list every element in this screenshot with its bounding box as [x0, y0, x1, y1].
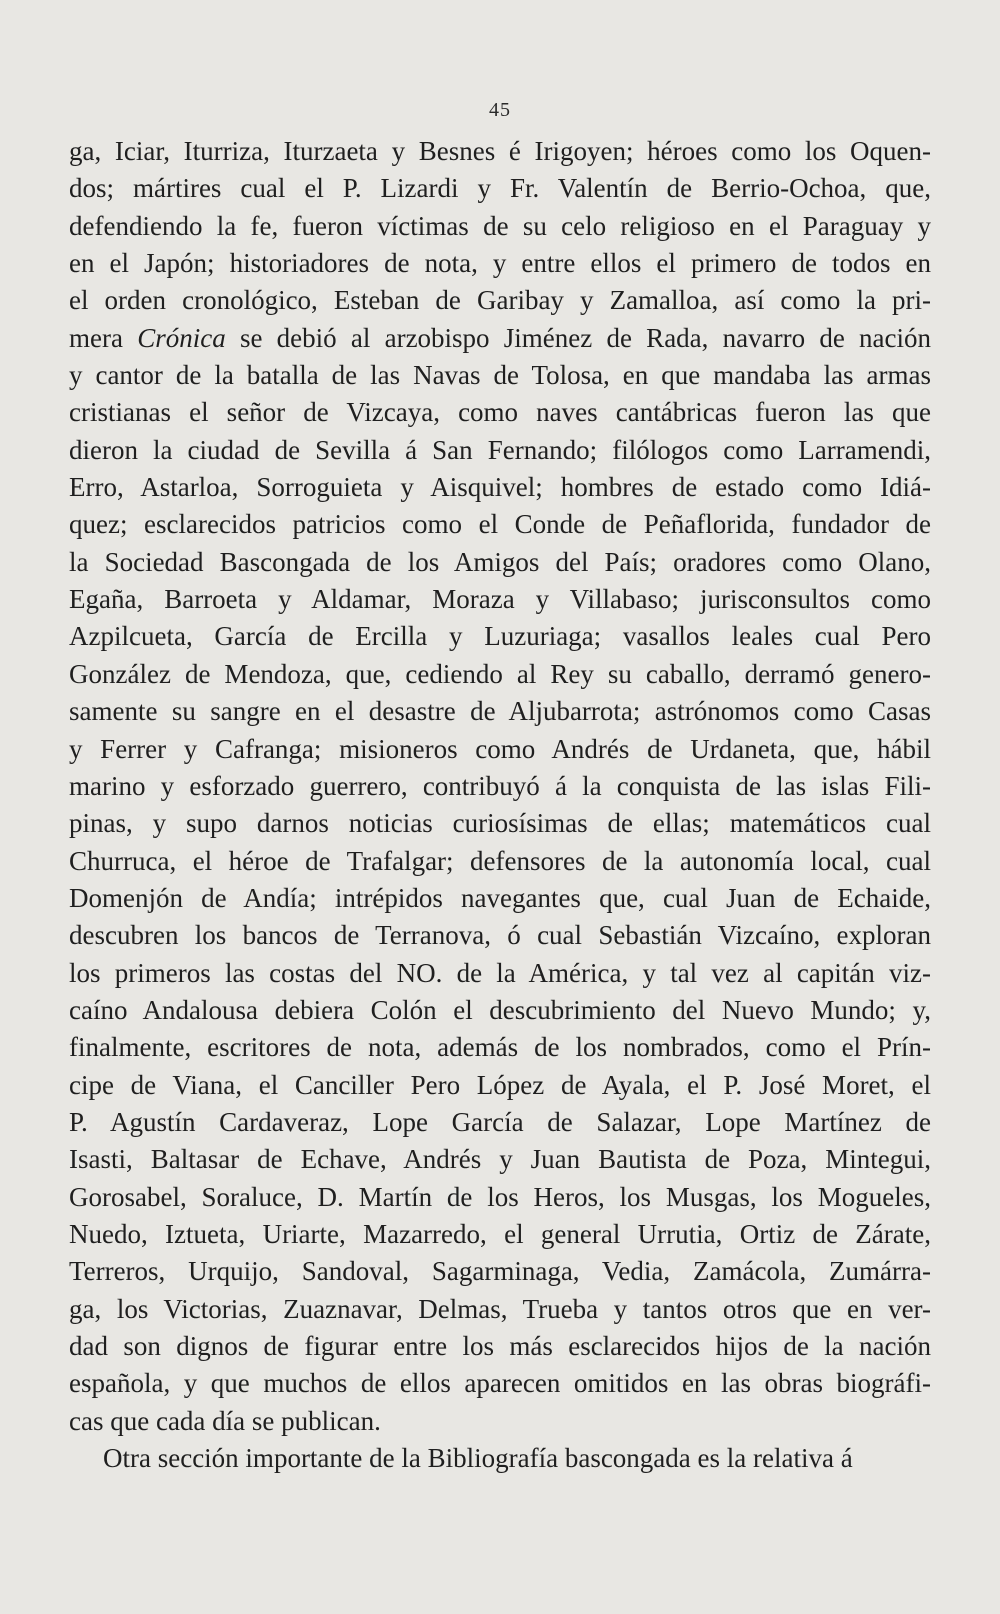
text-line: caíno Andalousa debiera Colón el descubrimiento del Nuevo Mundo; y,: [69, 994, 931, 1025]
text-line: la Sociedad Bascongada de los Amigos del País; oradores como Olano,: [69, 546, 931, 577]
text-line: ga, Iciar, Iturriza, Iturzaeta y Besnes é Irigoyen; héroes como los Oquen-: [69, 136, 931, 166]
text-line: el orden cronológico, Esteban de Garibay y Zamalloa, así como la pri-: [69, 285, 931, 316]
text-line: Otra sección importante de la Bibliografía bascongada es la relativa á: [103, 1443, 853, 1474]
text-line: samente su sangre en el desastre de Aljubarrota; astrónomos como Casas: [69, 696, 931, 727]
text-line: descubren los bancos de Terranova, ó cual Sebastián Vizcaíno, exploran: [69, 920, 931, 951]
text-line: marino y esforzado guerrero, contribuyó á la conquista de las islas Fili-: [69, 770, 931, 801]
text-line: Domenjón de Andía; intrépidos navegantes que, cual Juan de Echaide,: [69, 882, 931, 913]
text-line: cristianas el señor de Vizcaya, como naves cantábricas fueron las que: [69, 397, 931, 428]
text-line: cipe de Viana, el Canciller Pero López de Ayala, el P. José Moret, el: [69, 1069, 931, 1100]
text-line: dieron la ciudad de Sevilla á San Fernando; filólogos como Larramendi,: [69, 434, 931, 465]
text-line: los primeros las costas del NO. de la América, y tal vez al capitán viz-: [69, 957, 931, 988]
text-line: cas que cada día se publican.: [69, 1405, 381, 1436]
text-line: Terreros, Urquijo, Sandoval, Sagarminaga, Vedia, Zamácola, Zumárra-: [69, 1256, 931, 1287]
text-line: quez; esclarecidos patricios como el Conde de Peñaflorida, fundador de: [69, 509, 931, 540]
text-line: Gorosabel, Soraluce, D. Martín de los Heros, los Musgas, los Mogueles,: [69, 1181, 931, 1212]
text-line: finalmente, escritores de nota, además de los nombrados, como el Prín-: [69, 1032, 931, 1063]
text-line: González de Mendoza, que, cediendo al Rey su caballo, derramó genero-: [69, 658, 931, 689]
text-line: y cantor de la batalla de las Navas de Tolosa, en que mandaba las armas: [69, 360, 931, 391]
text-line: y Ferrer y Cafranga; misioneros como Andrés de Urdaneta, que, hábil: [69, 733, 931, 764]
text-line: pinas, y supo darnos noticias curiosísimas de ellas; matemáticos cual: [69, 808, 931, 839]
text-line: mera Crónica se debió al arzobispo Jiménez de Rada, navarro de nación: [69, 322, 931, 353]
text-line: en el Japón; historiadores de nota, y entre ellos el primero de todos en: [69, 248, 931, 279]
text-line: Isasti, Baltasar de Echave, Andrés y Juan Bautista de Poza, Mintegui,: [69, 1144, 931, 1175]
italic-title: Crónica: [137, 322, 226, 353]
text-line: Erro, Astarloa, Sorroguieta y Aisquivel; hombres de estado como Idiá-: [69, 472, 931, 503]
text-line: Churruca, el héroe de Trafalgar; defensores de la autonomía local, cual: [69, 845, 931, 876]
text-line: Nuedo, Iztueta, Uriarte, Mazarredo, el general Urrutia, Ortiz de Zárate,: [69, 1218, 931, 1249]
text-line: Azpilcueta, García de Ercilla y Luzuriaga; vasallos leales cual Pero: [69, 621, 931, 652]
text-line: dos; mártires cual el P. Lizardi y Fr. Valentín de Berrio-Ochoa, que,: [69, 173, 931, 204]
text-line: P. Agustín Cardaveraz, Lope García de Salazar, Lope Martínez de: [69, 1106, 931, 1137]
text-line: dad son dignos de figurar entre los más esclarecidos hijos de la nación: [69, 1331, 931, 1361]
text-line: Egaña, Barroeta y Aldamar, Moraza y Villabaso; jurisconsultos como: [69, 584, 931, 615]
text-line: defendiendo la fe, fueron víctimas de su celo religioso en el Paraguay y: [69, 210, 931, 241]
text-line: ga, los Victorias, Zuaznavar, Delmas, Trueba y tantos otros que en ver-: [69, 1293, 931, 1324]
text-line: española, y que muchos de ellos aparecen omitidos en las obras biográfi-: [69, 1368, 931, 1399]
page-number: 45: [489, 99, 511, 121]
body-text: [69, 133, 931, 1477]
